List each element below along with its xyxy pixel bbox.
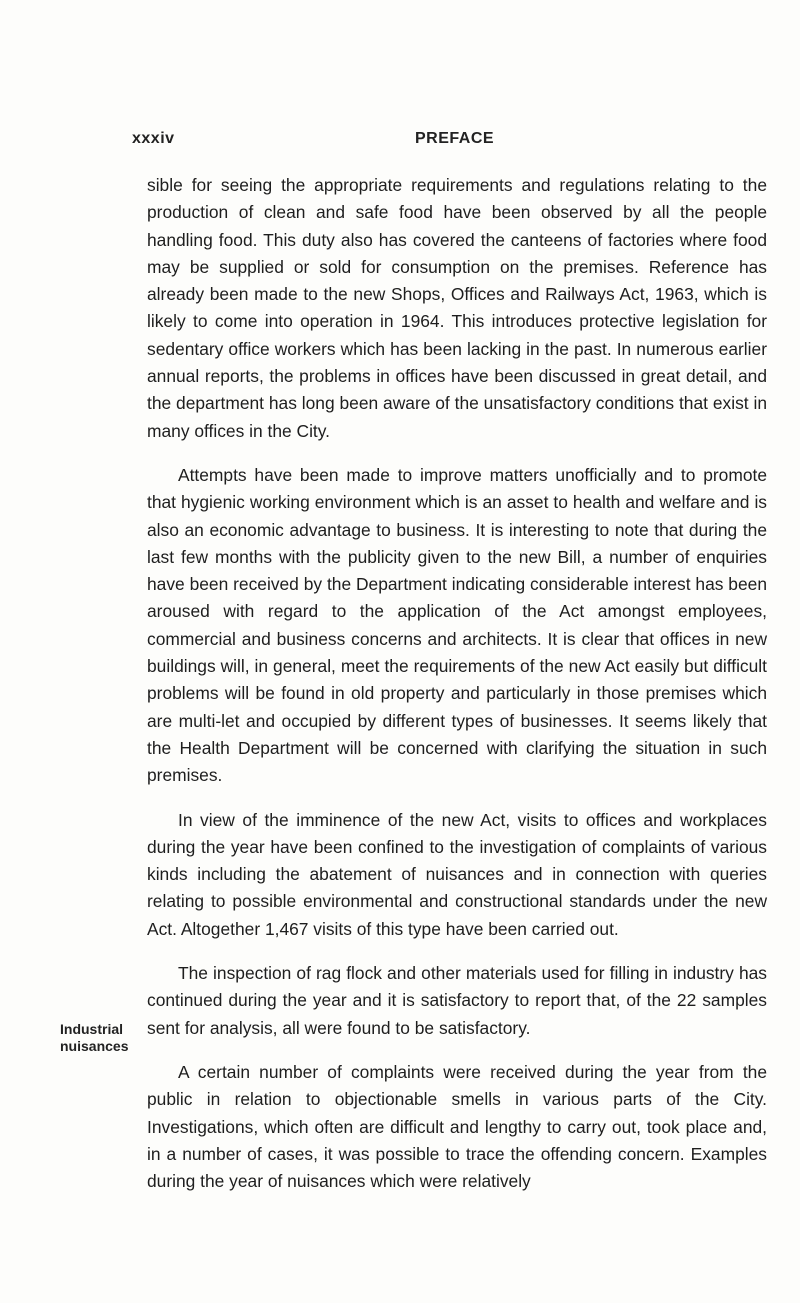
paragraph: The inspection of rag flock and other materials used for filling in industry has continued during the year and it is satisfactory to report that, of the 22 samples sent for analysis, all were found to be satisfactory. (147, 963, 767, 1038)
paragraph-industrial-nuisances: A certain number of complaints were received during the year from the public in relation to objectionable smells in various parts of the City. Investigations, which often are difficult and lengthy to carry out, took place and, in a number of cases, it was possible to trace the offending concern. Examples during the year of nuisances which were relatively (147, 1061, 767, 1192)
margin-heading-line: Industrial (60, 1021, 124, 1037)
margin-heading-industrial-nuisances (60, 1021, 140, 1055)
paragraph: In view of the imminence of the new Act, visits to offices and workplaces during the year have been confined to the investigation of complaints of various kinds including the abatement of nuisances and in connection with queries relating to possible environmental and constructional standards under the new Act. Altogether 1,467 visits of this type have been carried out. (147, 809, 767, 939)
margin-heading-line: nuisances (60, 1038, 129, 1054)
paragraph: Attempts have been made to improve matters unofficially and to promote that hygienic working environment which is an asset to health and welfare and is also an economic advantage to business. It is interesting to note that during the last few months with the publicity given to the new Bill, a number of enquiries have been received by the Department indicating considerable interest has been aroused with regard to the application of the Act amongst employees, commercial and business concerns and architects. It is clear that offices in new buildings will, in general, meet the requirements of the new Act easily but difficult problems will be found in old property and particularly in those premises which are multi-let and occupied by different types of businesses. It seems likely that the Health Department will be concerned with clarifying the situation in such premises. (147, 464, 767, 786)
page-header (132, 130, 752, 154)
page-number: xxxiv (132, 130, 175, 147)
paragraph-continued: sible for seeing the appropriate requirements and regulations relating to the production of clean and safe food have been observed by all the people handling food. This duty also has covered the canteens of factories where food may be supplied or sold for consumption on the premises. Reference has already been made to the new Shops, Offices and Railways Act, 1963, which is likely to come into operation in 1964. This introduces protective legislation for sedentary office workers which has been lacking in the past. In numerous earlier annual reports, the problems in offices have been discussed in great detail, and the department has long been aware of the unsatisfactory conditions that exist in many offices in the City. (147, 175, 767, 441)
body-text (147, 172, 767, 1212)
running-head: PREFACE (415, 130, 495, 147)
